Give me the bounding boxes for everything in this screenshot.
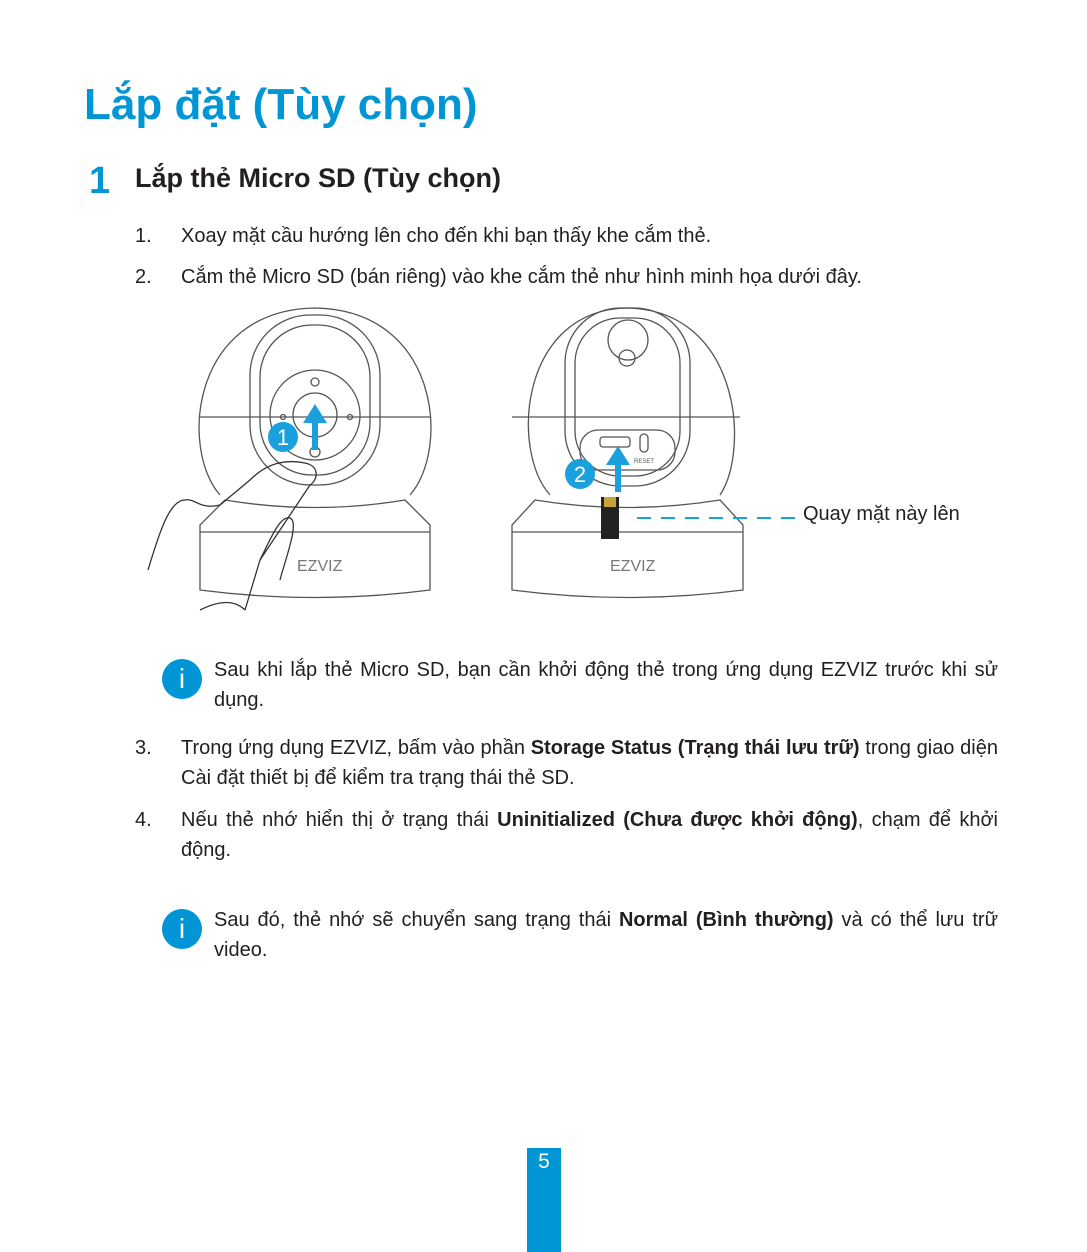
uninitialized-term: Uninitialized (Chưa được khởi động)	[497, 809, 858, 831]
step-number: 1.	[135, 225, 152, 247]
step-4	[135, 805, 998, 865]
info-note-1	[162, 655, 998, 715]
step-3	[135, 733, 998, 793]
step-text: Xoay mặt cầu hướng lên cho đến khi bạn thấy khe cắm thẻ.	[181, 225, 712, 247]
info-icon: i	[162, 659, 202, 699]
callout-1: 1	[276, 425, 290, 450]
step-text: Trong ứng dụng EZVIZ, bấm vào phần Storage Status (Trạng thái lưu trữ) trong giao diện Cài đặt thiết bị để kiểm tra trạng thái thẻ SD.	[181, 737, 998, 789]
note-text: Sau khi lắp thẻ Micro SD, bạn cần khởi động thẻ trong ứng dụng EZVIZ trước khi sử dụng.	[214, 659, 998, 711]
normal-term: Normal (Bình thường)	[618, 909, 834, 931]
callout-2: 2	[573, 462, 587, 487]
face-up-label: Quay mặt này lên	[803, 503, 960, 525]
page-title: Lắp đặt (Tùy chọn)	[84, 80, 478, 129]
page-number: 5	[538, 1150, 550, 1173]
info-icon: i	[162, 909, 202, 949]
info-note-2	[162, 905, 998, 965]
storage-status-term: Storage Status (Trạng thái lưu trữ)	[530, 737, 860, 759]
step-text: Cắm thẻ Micro SD (bán riêng) vào khe cắm thẻ như hình minh họa dưới đây.	[181, 266, 862, 288]
reset-label: RESET	[634, 459, 655, 465]
camera-illustration	[140, 300, 1000, 620]
brand-logo: EZVIZ	[297, 558, 343, 575]
step-number: 3.	[135, 737, 152, 759]
section-number: 1	[89, 160, 111, 202]
step-number: 4.	[135, 809, 152, 831]
step-1	[135, 221, 998, 251]
step-number: 2.	[135, 266, 152, 288]
step-text: Nếu thẻ nhớ hiển thị ở trạng thái Uninitialized (Chưa được khởi động), chạm để khởi động.	[181, 809, 999, 861]
brand-logo: EZVIZ	[610, 558, 656, 575]
section-title: Lắp thẻ Micro SD (Tùy chọn)	[135, 163, 502, 193]
step-2	[135, 262, 998, 292]
camera-front-view	[148, 308, 431, 610]
note-text: Sau đó, thẻ nhớ sẽ chuyển sang trạng thái Normal (Bình thường) và có thể lưu trữ video.	[214, 909, 998, 961]
camera-back-view	[512, 308, 798, 598]
